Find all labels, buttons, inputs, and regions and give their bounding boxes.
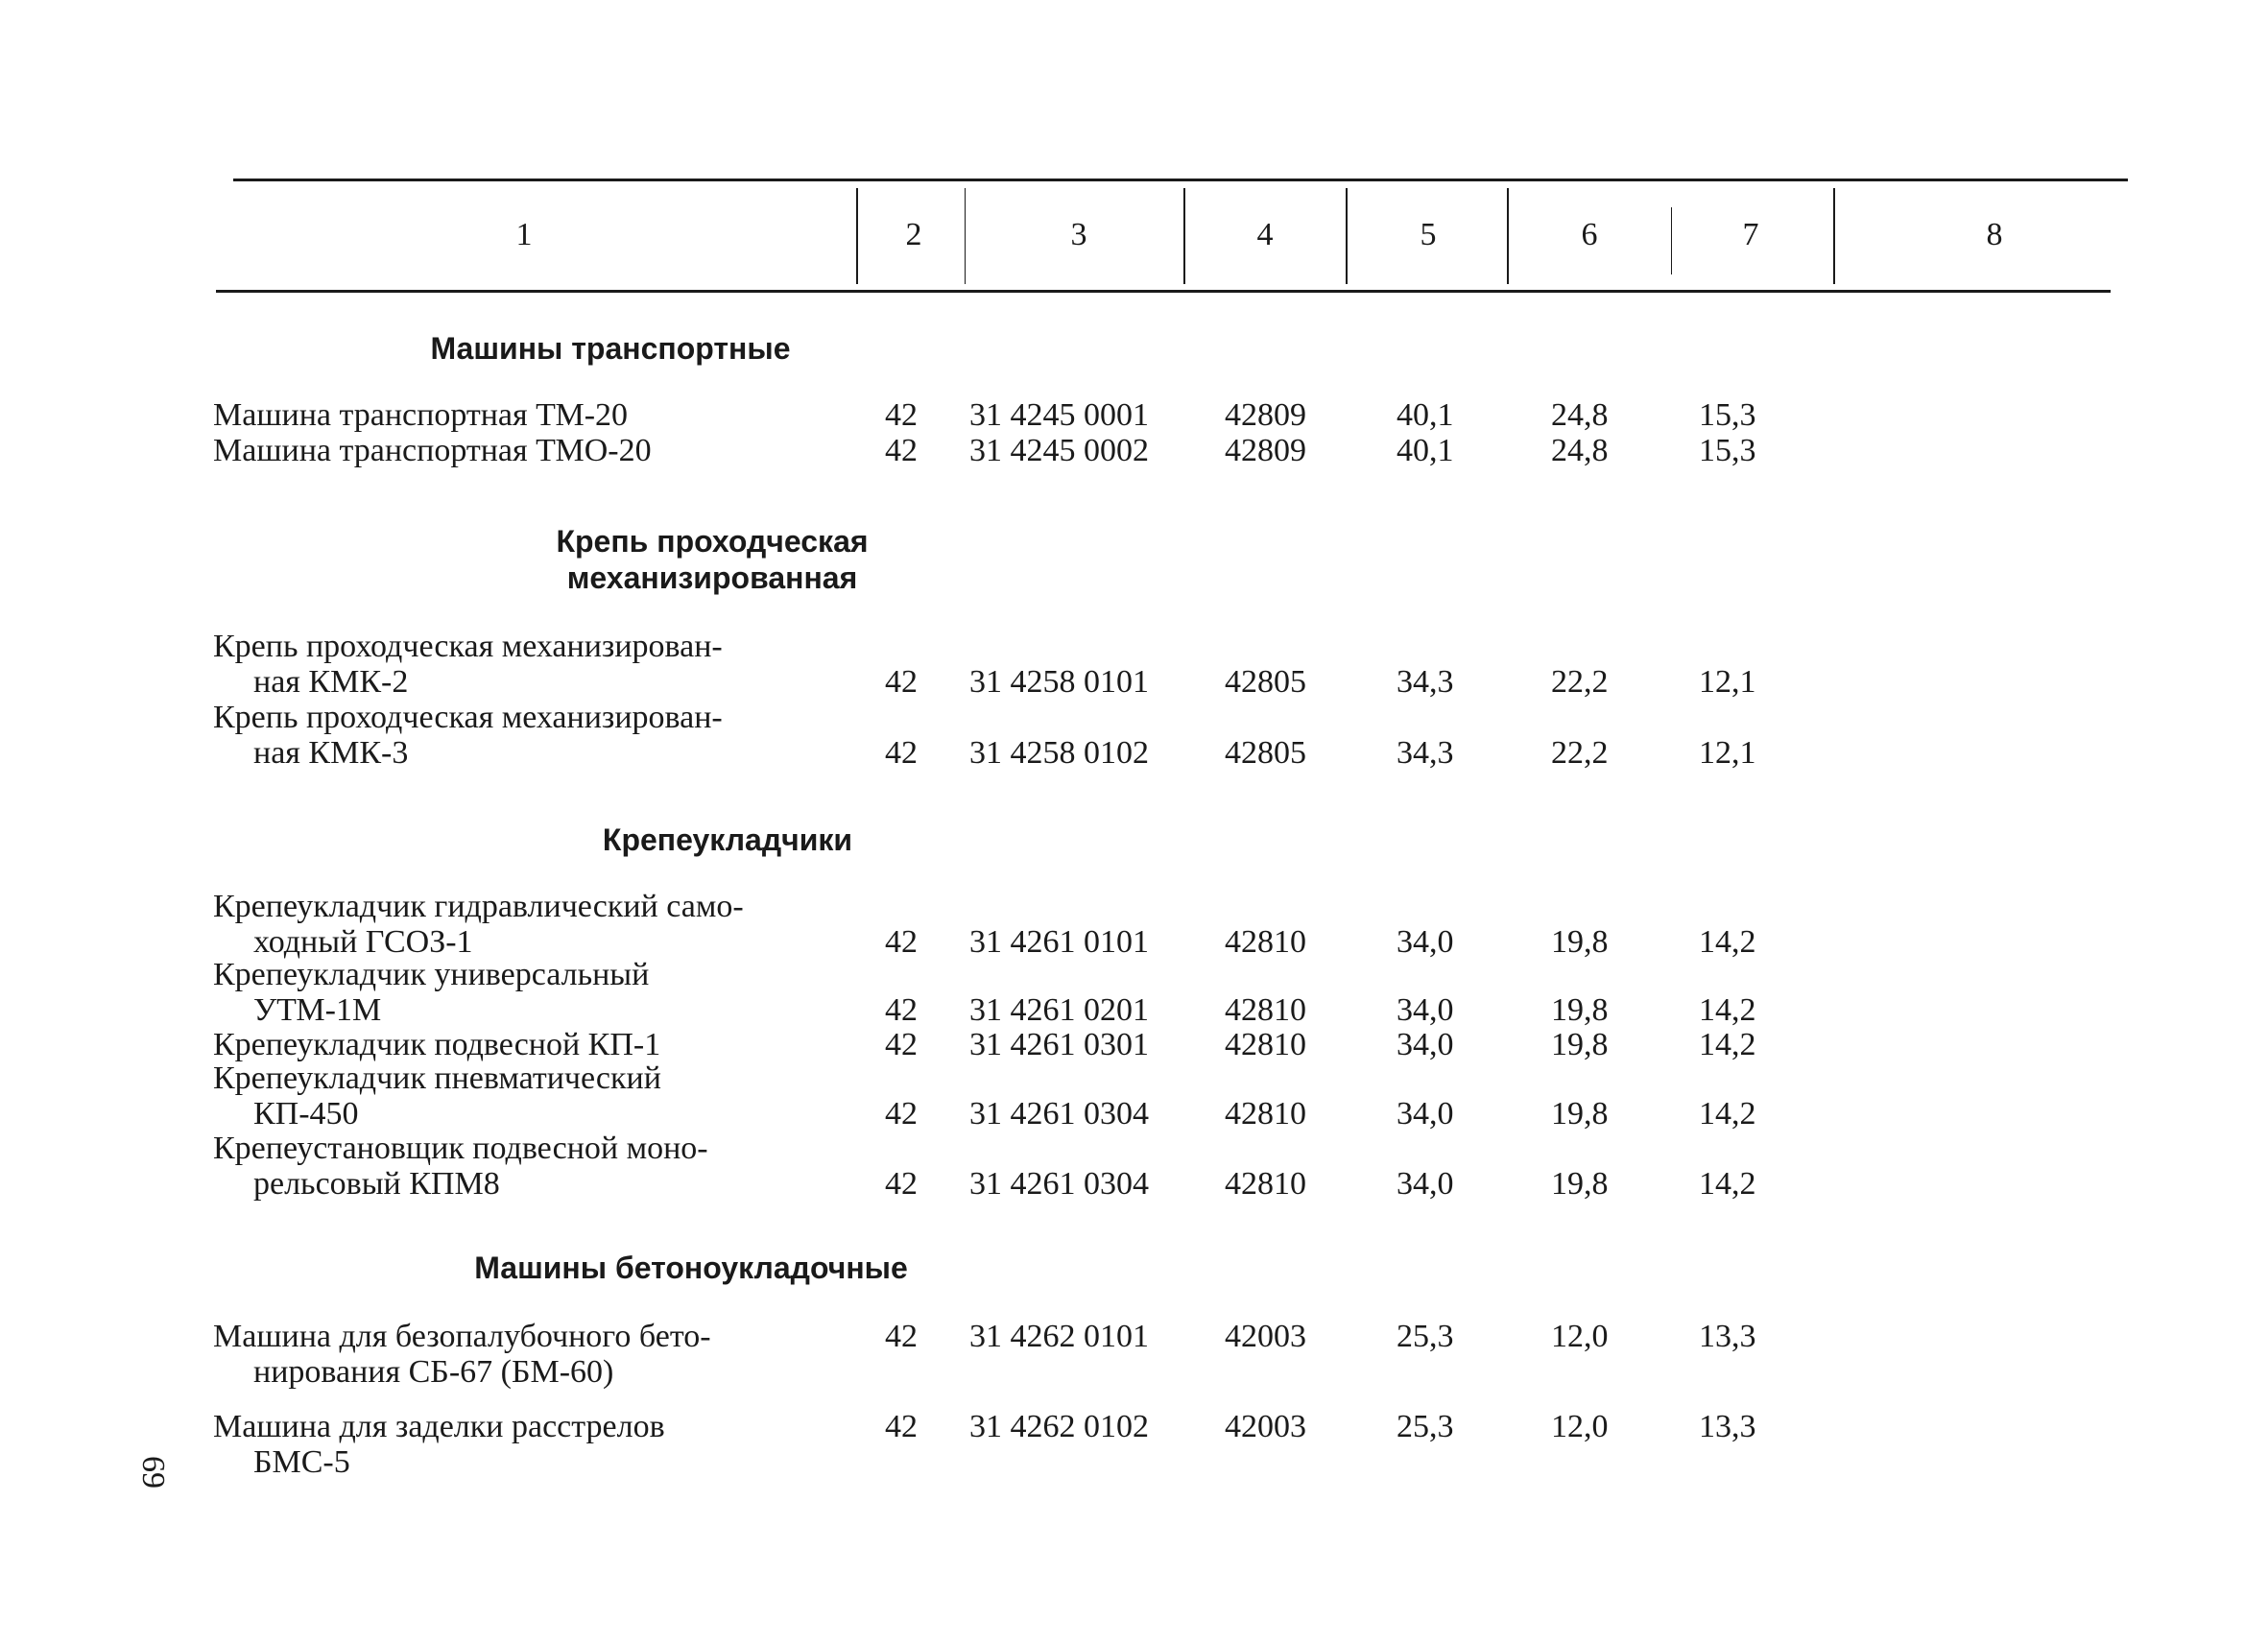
cell-col6: 12,0 xyxy=(1551,1409,1609,1444)
cell-col6: 19,8 xyxy=(1551,924,1609,960)
cell-col2: 42 xyxy=(885,397,918,433)
cell-col7: 14,2 xyxy=(1699,1027,1756,1062)
cell-col2: 42 xyxy=(885,924,918,960)
column-divider xyxy=(965,188,966,284)
cell-col3: 31 4245 0001 xyxy=(969,397,1149,433)
cell-col2: 42 xyxy=(885,1319,918,1354)
cell-col7: 13,3 xyxy=(1699,1409,1756,1444)
cell-col6: 22,2 xyxy=(1551,664,1609,700)
cell-col5: 34,0 xyxy=(1397,1166,1454,1202)
row-name: Крепеукладчик гидравлический само- ходный ГСОЗ-1 xyxy=(213,889,744,960)
section-title: Машины транспортные xyxy=(430,331,791,366)
row-name: Машина транспортная ТМ-20 xyxy=(213,397,629,433)
cell-col3: 31 4261 0304 xyxy=(969,1166,1149,1202)
cell-col3: 31 4261 0304 xyxy=(969,1096,1149,1132)
cell-col6: 19,8 xyxy=(1551,1096,1609,1132)
cell-col7: 14,2 xyxy=(1699,1166,1756,1202)
cell-col7: 14,2 xyxy=(1699,1096,1756,1132)
cell-col4: 42810 xyxy=(1225,1027,1306,1062)
cell-col5: 40,1 xyxy=(1397,433,1454,468)
cell-col5: 40,1 xyxy=(1397,397,1454,433)
cell-col5: 34,0 xyxy=(1397,992,1454,1028)
cell-col5: 34,3 xyxy=(1397,664,1454,700)
cell-col3: 31 4245 0002 xyxy=(969,433,1149,468)
column-divider xyxy=(1507,188,1509,284)
cell-col4: 42805 xyxy=(1225,664,1306,700)
cell-col3: 31 4261 0101 xyxy=(969,924,1149,960)
column-header-3: 3 xyxy=(1070,217,1087,252)
cell-col5: 34,3 xyxy=(1397,735,1454,771)
cell-col2: 42 xyxy=(885,1027,918,1062)
cell-col2: 42 xyxy=(885,664,918,700)
cell-col6: 22,2 xyxy=(1551,735,1609,771)
cell-col5: 34,0 xyxy=(1397,924,1454,960)
row-name: Машина для заделки расстрелов БМС-5 xyxy=(213,1409,665,1480)
cell-col7: 12,1 xyxy=(1699,664,1756,700)
cell-col2: 42 xyxy=(885,1166,918,1202)
section-title: Машины бетоноукладочные xyxy=(474,1251,908,1285)
row-name: Крепеукладчик универсальный УТМ-1М xyxy=(213,957,650,1028)
cell-col6: 19,8 xyxy=(1551,992,1609,1028)
cell-col2: 42 xyxy=(885,992,918,1028)
cell-col6: 19,8 xyxy=(1551,1027,1609,1062)
cell-col3: 31 4262 0102 xyxy=(969,1409,1149,1444)
column-header-1: 1 xyxy=(515,217,533,252)
cell-col7: 15,3 xyxy=(1699,433,1756,468)
cell-col7: 12,1 xyxy=(1699,735,1756,771)
cell-col3: 31 4261 0301 xyxy=(969,1027,1149,1062)
column-divider xyxy=(1671,207,1672,274)
cell-col4: 42809 xyxy=(1225,397,1306,433)
cell-col4: 42003 xyxy=(1225,1409,1306,1444)
cell-col3: 31 4258 0102 xyxy=(969,735,1149,771)
cell-col7: 14,2 xyxy=(1699,992,1756,1028)
cell-col3: 31 4261 0201 xyxy=(969,992,1149,1028)
row-name: Крепь проходческая механизирован- ная КМК-3 xyxy=(213,700,723,771)
column-header-2: 2 xyxy=(905,217,922,252)
column-header-7: 7 xyxy=(1742,217,1759,252)
column-header-4: 4 xyxy=(1256,217,1274,252)
cell-col6: 12,0 xyxy=(1551,1319,1609,1354)
row-name: Крепеукладчик подвесной КП-1 xyxy=(213,1027,661,1062)
column-divider xyxy=(1183,188,1185,284)
row-name: Крепеустановщик подвесной моно- рельсовый КПМ8 xyxy=(213,1131,708,1202)
cell-col2: 42 xyxy=(885,1409,918,1444)
cell-col6: 24,8 xyxy=(1551,397,1609,433)
cell-col7: 15,3 xyxy=(1699,397,1756,433)
section-title: Крепеукладчики xyxy=(602,822,853,857)
cell-col7: 13,3 xyxy=(1699,1319,1756,1354)
cell-col4: 42810 xyxy=(1225,1096,1306,1132)
page-number: 69 xyxy=(135,1456,171,1489)
cell-col4: 42809 xyxy=(1225,433,1306,468)
cell-col2: 42 xyxy=(885,735,918,771)
cell-col6: 19,8 xyxy=(1551,1166,1609,1202)
cell-col5: 34,0 xyxy=(1397,1096,1454,1132)
cell-col4: 42810 xyxy=(1225,992,1306,1028)
table-header-bottom-rule xyxy=(216,290,2111,293)
cell-col4: 42810 xyxy=(1225,924,1306,960)
cell-col7: 14,2 xyxy=(1699,924,1756,960)
column-divider xyxy=(1833,188,1835,284)
cell-col6: 24,8 xyxy=(1551,433,1609,468)
row-name: Крепь проходческая механизирован- ная КМК-2 xyxy=(213,629,723,700)
column-divider xyxy=(1346,188,1348,284)
row-name: Крепеукладчик пневматический КП-450 xyxy=(213,1060,661,1132)
cell-col5: 25,3 xyxy=(1397,1409,1454,1444)
cell-col2: 42 xyxy=(885,1096,918,1132)
cell-col3: 31 4262 0101 xyxy=(969,1319,1149,1354)
cell-col3: 31 4258 0101 xyxy=(969,664,1149,700)
cell-col2: 42 xyxy=(885,433,918,468)
cell-col4: 42810 xyxy=(1225,1166,1306,1202)
column-header-6: 6 xyxy=(1581,217,1598,252)
column-header-8: 8 xyxy=(1986,217,2003,252)
column-divider xyxy=(856,188,858,284)
cell-col4: 42003 xyxy=(1225,1319,1306,1354)
cell-col5: 25,3 xyxy=(1397,1319,1454,1354)
row-name: Машина для безопалубочного бето- нирования СБ-67 (БМ-60) xyxy=(213,1319,711,1390)
cell-col4: 42805 xyxy=(1225,735,1306,771)
table-top-rule xyxy=(233,179,2128,181)
section-title: Крепь проходческая механизированная xyxy=(556,524,869,595)
row-name: Машина транспортная ТМО-20 xyxy=(213,433,652,468)
cell-col5: 34,0 xyxy=(1397,1027,1454,1062)
column-header-5: 5 xyxy=(1420,217,1437,252)
